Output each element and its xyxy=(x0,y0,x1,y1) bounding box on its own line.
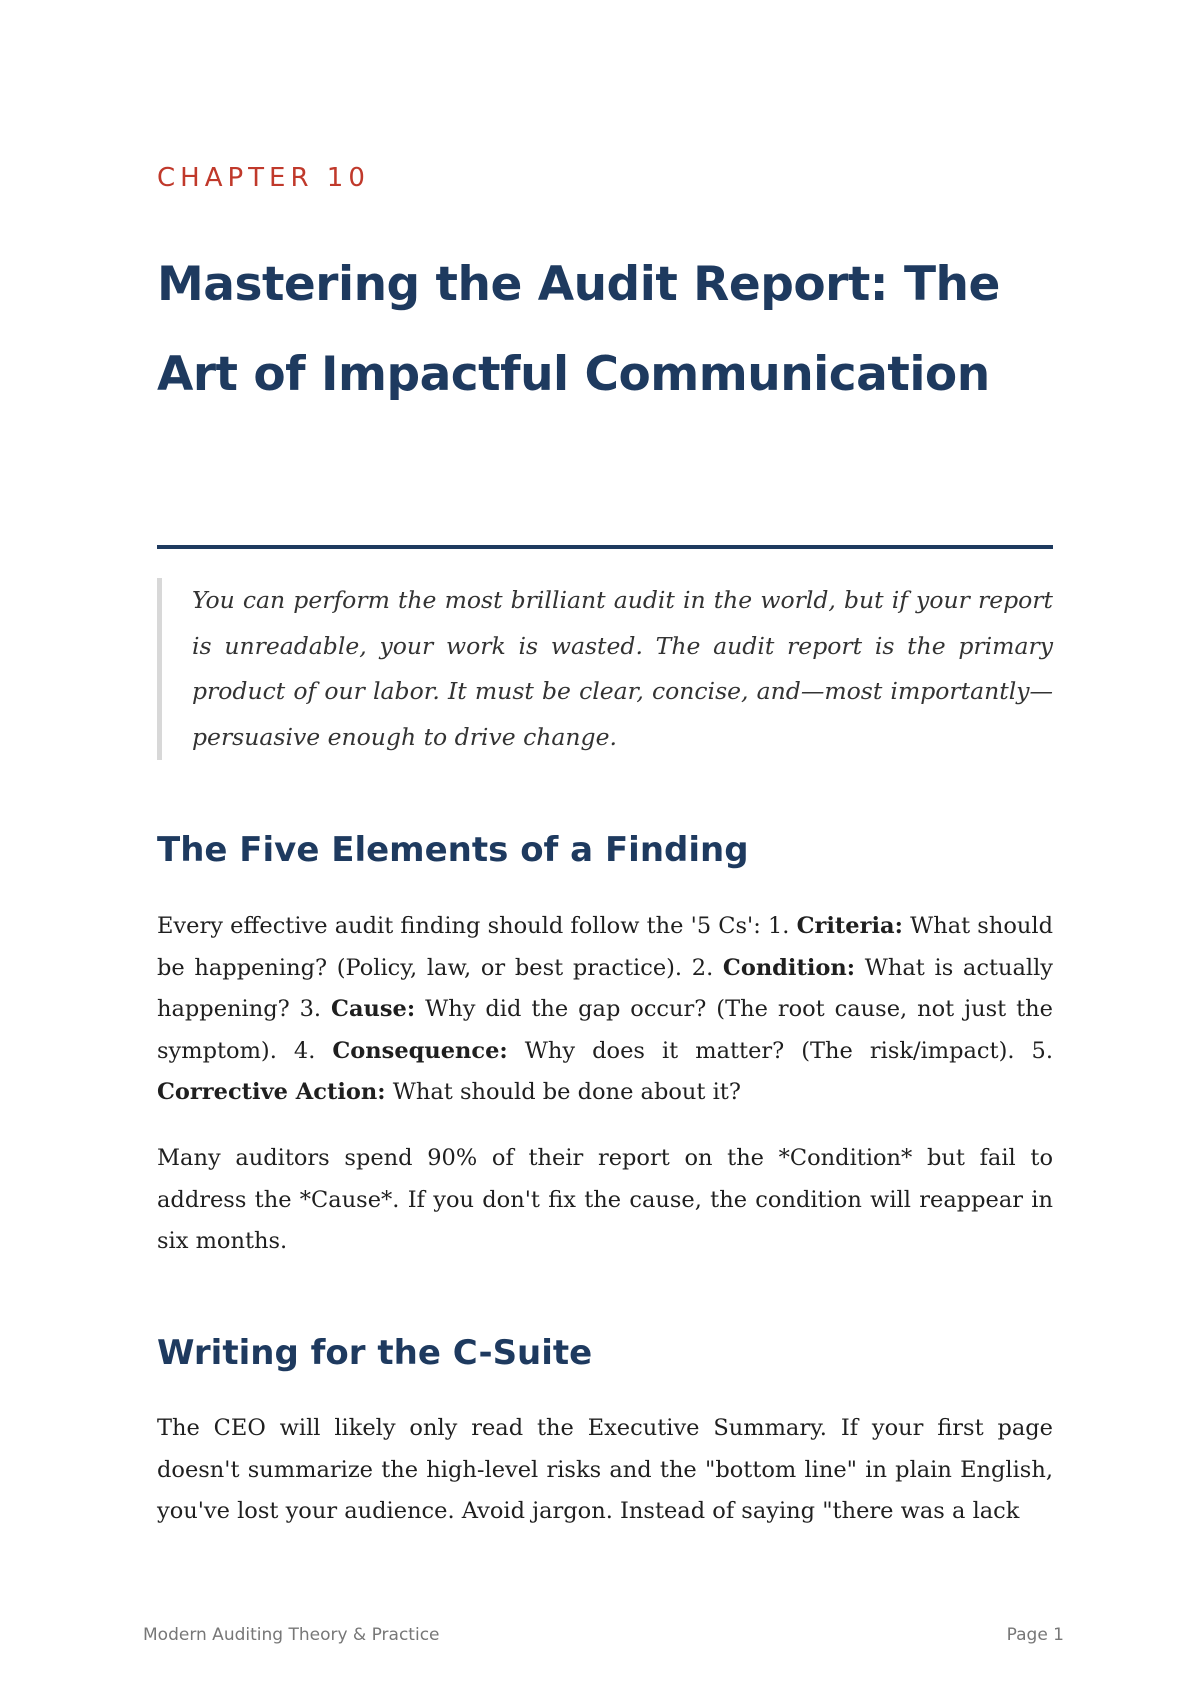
chapter-title: Mastering the Audit Report: The Art of Impactful Communication xyxy=(157,257,1000,402)
condition-cause-paragraph: Many auditors spend 90% of their report on the *Condition* but fail to address the *Cause*. If you don't fix the cause, the condition will reappear in six months. xyxy=(157,1145,1053,1254)
term-condition: Condition: xyxy=(722,954,856,981)
five-cs-paragraph xyxy=(157,906,1053,1114)
intro-quote: You can perform the most brilliant audit in the world, but if your report is unreadable, your work is wasted. The audit report is the primary product of our labor. It must be clear, concise, and—most importantly—persuasive enough to drive change. xyxy=(157,578,1053,760)
section-heading-c-suite: Writing for the C-Suite xyxy=(157,1333,593,1373)
criteria-desc: What should be happening? (Policy, law, or best practice). 2. xyxy=(157,913,1053,981)
five-cs-intro: Every effective audit finding should follow the '5 Cs': 1. xyxy=(157,913,797,939)
chapter-label: CHAPTER 10 xyxy=(157,163,370,193)
footer-book-title: Modern Auditing Theory & Practice xyxy=(143,1625,440,1645)
footer-page-number: Page 1 xyxy=(1006,1625,1064,1645)
term-consequence: Consequence: xyxy=(332,1037,508,1064)
c-suite-paragraph: The CEO will likely only read the Executive Summary. If your first page doesn't summarize the high-level risks and the "bottom line" in plain English, you've lost your audience. Avoid jargon. Instead of saying "there was a lack xyxy=(157,1415,1053,1524)
term-corrective-action: Corrective Action: xyxy=(157,1079,386,1105)
term-cause: Cause: xyxy=(331,996,416,1022)
term-criteria: Criteria: xyxy=(796,913,903,939)
consequence-desc: Why does it matter? (The risk/impact). 5. xyxy=(507,1037,1053,1064)
corrective-action-desc: What should be done about it? xyxy=(385,1079,741,1105)
section-heading-five-elements: The Five Elements of a Finding xyxy=(157,830,749,870)
cause-desc: Why did the gap occur? (The root cause, not just the symptom). 4. xyxy=(157,996,1053,1064)
title-divider xyxy=(157,545,1053,549)
condition-desc: What is actually happening? 3. xyxy=(157,954,1053,1022)
